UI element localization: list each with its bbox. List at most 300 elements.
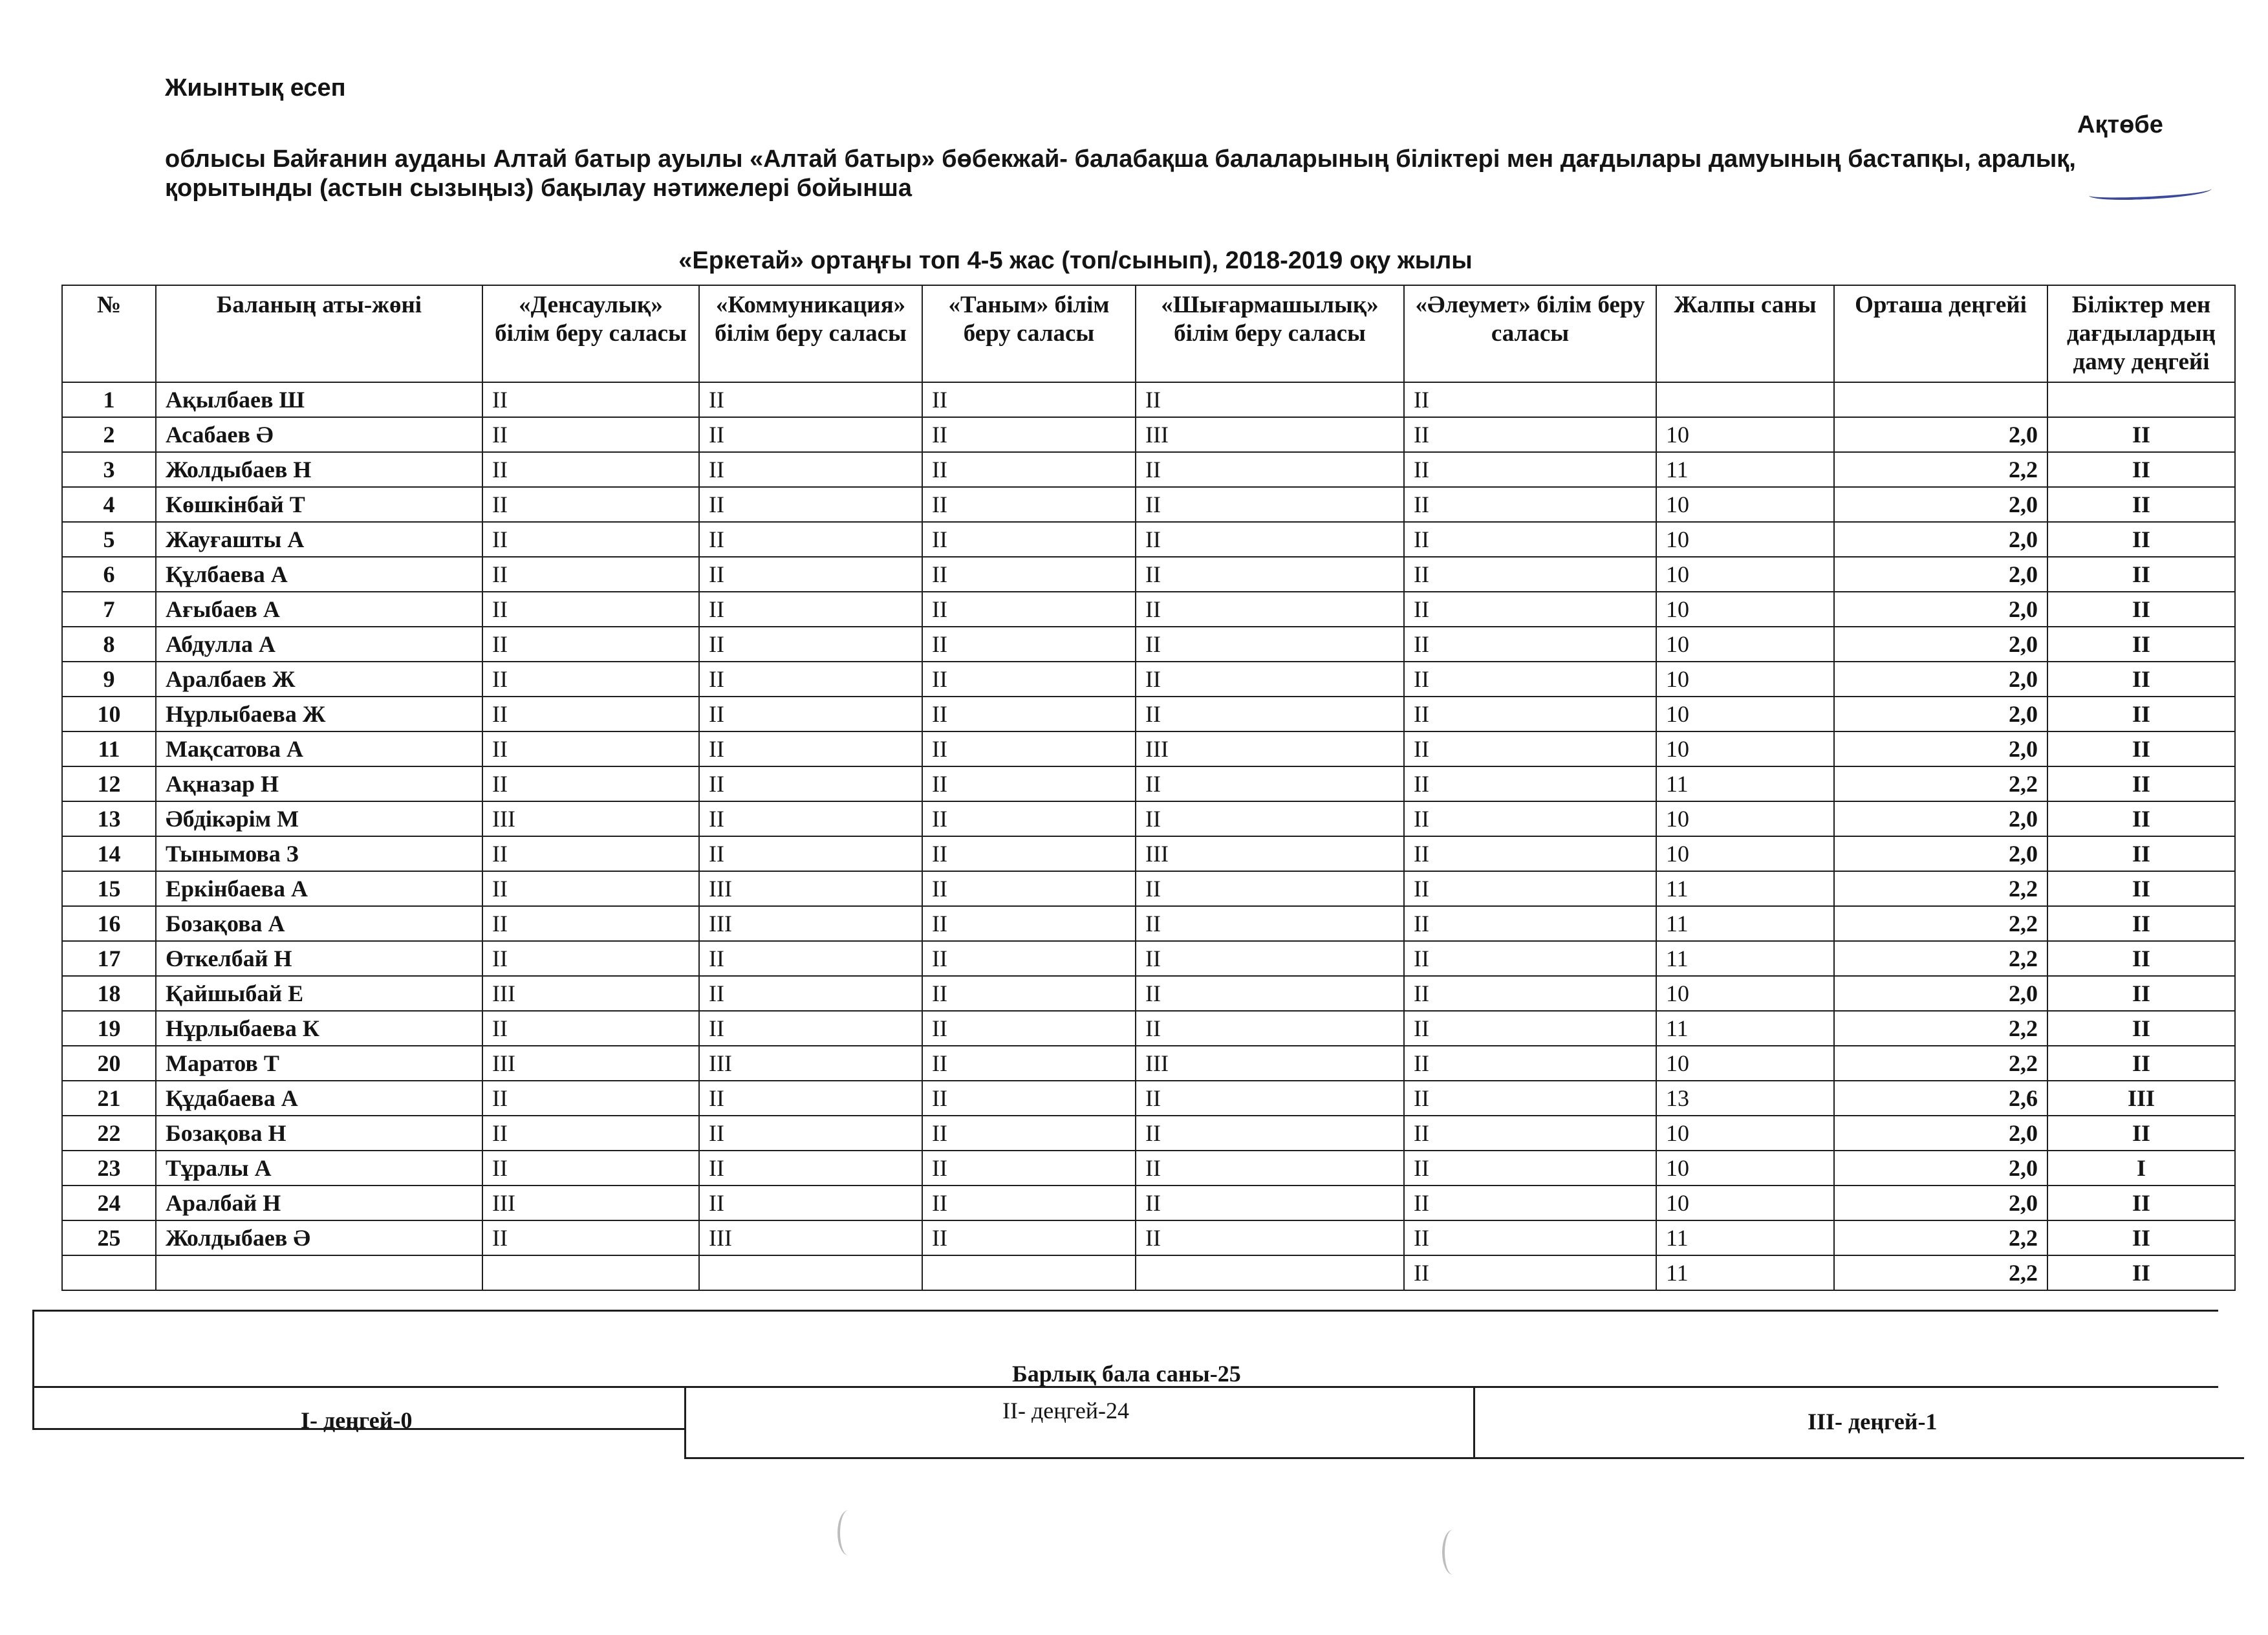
table-row	[62, 522, 2235, 557]
cell-average: 2,0	[1834, 522, 2047, 557]
cell-health: III	[482, 976, 699, 1011]
cell-num: 14	[62, 836, 156, 871]
cell-total: 10	[1656, 976, 1834, 1011]
cell-child-name: Нұрлыбаева К	[156, 1011, 482, 1046]
cell-skills-level: II	[2047, 417, 2235, 452]
table-row	[62, 592, 2235, 627]
cell-num: 23	[62, 1151, 156, 1186]
cell-skills-level: II	[2047, 941, 2235, 976]
cell-social: II	[1404, 906, 1656, 941]
cell-skills-level: II	[2047, 662, 2235, 697]
cell-skills-level: II	[2047, 1186, 2235, 1220]
cell-communication: III	[699, 1046, 922, 1081]
cell-health: II	[482, 592, 699, 627]
cell-communication: II	[699, 522, 922, 557]
cell-social: II	[1404, 1011, 1656, 1046]
cell-total: 10	[1656, 1116, 1834, 1151]
cell-communication: III	[699, 906, 922, 941]
cell-cognition: II	[922, 906, 1136, 941]
cell-average: 2,0	[1834, 731, 2047, 766]
cell-social: II	[1404, 452, 1656, 487]
summary-divider	[32, 1386, 2218, 1388]
table-row	[62, 941, 2235, 976]
cell-cognition: II	[922, 766, 1136, 801]
cell-skills-level: II	[2047, 731, 2235, 766]
cell-skills-level: II	[2047, 871, 2235, 906]
cell-creativity: II	[1136, 906, 1404, 941]
punch-hole-mark	[837, 1510, 859, 1555]
cell-social: II	[1404, 487, 1656, 522]
cell-creativity: II	[1136, 522, 1404, 557]
cell-skills-level: II	[2047, 487, 2235, 522]
cell-average: 2,0	[1834, 976, 2047, 1011]
table-row	[62, 906, 2235, 941]
cell-creativity: II	[1136, 452, 1404, 487]
cell-average: 2,0	[1834, 836, 2047, 871]
cell-total: 11	[1656, 906, 1834, 941]
cell-child-name: Нұрлыбаева Ж	[156, 697, 482, 731]
cell-skills-level: II	[2047, 592, 2235, 627]
cell-social: II	[1404, 871, 1656, 906]
summary-bottom-border	[32, 1428, 684, 1430]
cell-skills-level: II	[2047, 1011, 2235, 1046]
cell-average: 2,0	[1834, 1151, 2047, 1186]
cell-cognition: II	[922, 941, 1136, 976]
report-subheading: облысы Байғанин ауданы Алтай батыр ауылы «Алтай батыр» бөбекжай- балабақша балаларының біліктері мен дағдылары дамуының бастапқы, аралық,	[165, 146, 2076, 173]
cell-cognition: II	[922, 1116, 1136, 1151]
cell-health: II	[482, 1011, 699, 1046]
cell-num: 1	[62, 382, 156, 417]
cell-skills-level: II	[2047, 697, 2235, 731]
cell-num: 7	[62, 592, 156, 627]
header-communication: «Коммуникация» білім беру саласы	[699, 285, 922, 382]
cell-total: 11	[1656, 766, 1834, 801]
region-name: Ақтөбе	[2077, 111, 2163, 138]
cell-child-name: Абдулла А	[156, 627, 482, 662]
table-row	[62, 1046, 2235, 1081]
total-children: Барлық бала саны-25	[1012, 1361, 1241, 1387]
cell-skills-level: II	[2047, 1220, 2235, 1255]
cell-total: 10	[1656, 627, 1834, 662]
header-skills-level: Біліктер мен дағдылардың даму деңгейі	[2047, 285, 2235, 382]
cell-cognition: II	[922, 522, 1136, 557]
header-cognition: «Таным» білім беру саласы	[922, 285, 1136, 382]
cell-communication: II	[699, 557, 922, 592]
cell-communication: III	[699, 871, 922, 906]
cell-child-name: Маратов Т	[156, 1046, 482, 1081]
cell-health: II	[482, 487, 699, 522]
cell-health: II	[482, 697, 699, 731]
level1-count: I- деңгей-0	[301, 1407, 413, 1433]
cell-cognition: II	[922, 487, 1136, 522]
cell-total: 10	[1656, 557, 1834, 592]
cell-child-name: Құлбаева А	[156, 557, 482, 592]
cell-total: 11	[1656, 941, 1834, 976]
cell-num: 3	[62, 452, 156, 487]
cell-num: 20	[62, 1046, 156, 1081]
cell-social: II	[1404, 1046, 1656, 1081]
cell-communication: II	[699, 836, 922, 871]
cell-social: II	[1404, 1220, 1656, 1255]
cell-total: 10	[1656, 417, 1834, 452]
summary-vdivider-1	[684, 1386, 686, 1457]
cell-total: 10	[1656, 522, 1834, 557]
cell-child-name: Жауғашты А	[156, 522, 482, 557]
header-num: №	[62, 285, 156, 382]
cell-child-name: Ақылбаев Ш	[156, 382, 482, 417]
cell-child-name: Мақсатова А	[156, 731, 482, 766]
cell-cognition: II	[922, 731, 1136, 766]
cell-creativity: II	[1136, 1116, 1404, 1151]
table-row	[62, 662, 2235, 697]
cell-health: II	[482, 766, 699, 801]
table-header-row	[62, 285, 2235, 382]
cell-health: III	[482, 801, 699, 836]
table-row	[62, 871, 2235, 906]
cell-cognition: II	[922, 662, 1136, 697]
cell-child-name: Асабаев Ә	[156, 417, 482, 452]
cell-total: 10	[1656, 836, 1834, 871]
cell-total: 11	[1656, 452, 1834, 487]
cell-health	[482, 1255, 699, 1290]
cell-cognition: II	[922, 452, 1136, 487]
cell-creativity	[1136, 1255, 1404, 1290]
header-name: Баланың аты-жөні	[156, 285, 482, 382]
cell-creativity: II	[1136, 1081, 1404, 1116]
cell-child-name: Еркінбаева А	[156, 871, 482, 906]
cell-average: 2,0	[1834, 1116, 2047, 1151]
cell-cognition: II	[922, 382, 1136, 417]
cell-cognition: II	[922, 557, 1136, 592]
cell-average: 2,2	[1834, 941, 2047, 976]
cell-social: II	[1404, 627, 1656, 662]
cell-communication: II	[699, 487, 922, 522]
cell-average: 2,0	[1834, 697, 2047, 731]
cell-cognition: II	[922, 1011, 1136, 1046]
cell-communication: II	[699, 1151, 922, 1186]
cell-communication: II	[699, 976, 922, 1011]
cell-num: 16	[62, 906, 156, 941]
cell-cognition: II	[922, 871, 1136, 906]
cell-num: 15	[62, 871, 156, 906]
cell-child-name: Бозақова Н	[156, 1116, 482, 1151]
cell-num: 12	[62, 766, 156, 801]
cell-child-name: Жолдыбаев Ә	[156, 1220, 482, 1255]
cell-total: 10	[1656, 1186, 1834, 1220]
cell-creativity: II	[1136, 487, 1404, 522]
summary-top-border	[32, 1310, 2218, 1312]
cell-cognition: II	[922, 836, 1136, 871]
cell-cognition: II	[922, 1046, 1136, 1081]
cell-num: 11	[62, 731, 156, 766]
cell-child-name: Әбдікәрім М	[156, 801, 482, 836]
cell-average: 2,6	[1834, 1081, 2047, 1116]
cell-total: 10	[1656, 487, 1834, 522]
cell-skills-level: II	[2047, 522, 2235, 557]
cell-communication: II	[699, 627, 922, 662]
cell-health: II	[482, 417, 699, 452]
cell-average: 2,0	[1834, 801, 2047, 836]
cell-total: 10	[1656, 731, 1834, 766]
cell-num	[62, 1255, 156, 1290]
cell-health: II	[482, 627, 699, 662]
summary-vdivider-2	[1473, 1386, 1475, 1457]
header-social: «Әлеумет» білім беру саласы	[1404, 285, 1656, 382]
cell-average: 2,0	[1834, 1186, 2047, 1220]
cell-num: 22	[62, 1116, 156, 1151]
cell-skills-level: II	[2047, 766, 2235, 801]
cell-skills-level	[2047, 382, 2235, 417]
cell-social: II	[1404, 557, 1656, 592]
table-title: «Еркетай» ортаңғы топ 4-5 жас (топ/сынып), 2018-2019 оқу жылы	[678, 247, 1473, 274]
cell-health: II	[482, 1116, 699, 1151]
cell-communication: III	[699, 1220, 922, 1255]
cell-num: 9	[62, 662, 156, 697]
cell-social: II	[1404, 941, 1656, 976]
cell-social: II	[1404, 766, 1656, 801]
cell-creativity: III	[1136, 1046, 1404, 1081]
cell-creativity: II	[1136, 627, 1404, 662]
cell-creativity: II	[1136, 1011, 1404, 1046]
table-row	[62, 1220, 2235, 1255]
cell-social: II	[1404, 382, 1656, 417]
cell-total: 10	[1656, 1151, 1834, 1186]
cell-skills-level: I	[2047, 1151, 2235, 1186]
report-subheading-cont: қорытынды (астын сызыңыз) бақылау нәтижелері бойынша	[165, 175, 912, 202]
cell-creativity: II	[1136, 1186, 1404, 1220]
cell-creativity: II	[1136, 871, 1404, 906]
cell-average: 2,2	[1834, 766, 2047, 801]
cell-health: II	[482, 1151, 699, 1186]
cell-skills-level: II	[2047, 1255, 2235, 1290]
cell-communication: II	[699, 941, 922, 976]
cell-total: 10	[1656, 697, 1834, 731]
cell-skills-level: II	[2047, 452, 2235, 487]
cell-communication: II	[699, 697, 922, 731]
cell-child-name: Құдабаева А	[156, 1081, 482, 1116]
table-row	[62, 1081, 2235, 1116]
cell-skills-level: II	[2047, 906, 2235, 941]
cell-skills-level: II	[2047, 836, 2235, 871]
cell-social: II	[1404, 662, 1656, 697]
table-row	[62, 801, 2235, 836]
cell-communication	[699, 1255, 922, 1290]
cell-creativity: II	[1136, 766, 1404, 801]
cell-health: II	[482, 382, 699, 417]
cell-num: 6	[62, 557, 156, 592]
cell-average: 2,0	[1834, 592, 2047, 627]
cell-health: II	[482, 906, 699, 941]
cell-health: II	[482, 731, 699, 766]
cell-num: 8	[62, 627, 156, 662]
cell-creativity: II	[1136, 592, 1404, 627]
cell-cognition: II	[922, 417, 1136, 452]
cell-social: II	[1404, 1116, 1656, 1151]
cell-child-name: Бозақова А	[156, 906, 482, 941]
cell-average: 2,2	[1834, 1011, 2047, 1046]
cell-total: 10	[1656, 1046, 1834, 1081]
cell-social: II	[1404, 976, 1656, 1011]
cell-total: 10	[1656, 662, 1834, 697]
cell-cognition: II	[922, 592, 1136, 627]
cell-creativity: II	[1136, 697, 1404, 731]
cell-skills-level: II	[2047, 1046, 2235, 1081]
cell-communication: II	[699, 731, 922, 766]
cell-child-name: Ағыбаев А	[156, 592, 482, 627]
cell-communication: II	[699, 1081, 922, 1116]
cell-average	[1834, 382, 2047, 417]
cell-num: 13	[62, 801, 156, 836]
cell-average: 2,2	[1834, 906, 2047, 941]
cell-num: 4	[62, 487, 156, 522]
handwritten-underline	[2089, 183, 2212, 202]
cell-child-name: Тынымова З	[156, 836, 482, 871]
table-row	[62, 1011, 2235, 1046]
cell-social: II	[1404, 592, 1656, 627]
cell-cognition	[922, 1255, 1136, 1290]
cell-child-name: Көшкінбай Т	[156, 487, 482, 522]
cell-skills-level: II	[2047, 976, 2235, 1011]
cell-child-name: Қайшыбай Е	[156, 976, 482, 1011]
header-total: Жалпы саны	[1656, 285, 1834, 382]
cell-child-name: Тұралы А	[156, 1151, 482, 1186]
report-heading: Жиынтық есеп	[165, 74, 346, 102]
cell-skills-level: II	[2047, 627, 2235, 662]
table-row	[62, 766, 2235, 801]
cell-health: II	[482, 557, 699, 592]
cell-communication: II	[699, 801, 922, 836]
table-row	[62, 1255, 2235, 1290]
table-row	[62, 452, 2235, 487]
cell-cognition: II	[922, 1186, 1136, 1220]
cell-creativity: II	[1136, 557, 1404, 592]
cell-num: 18	[62, 976, 156, 1011]
cell-communication: II	[699, 417, 922, 452]
cell-average: 2,0	[1834, 662, 2047, 697]
header-average: Орташа деңгейі	[1834, 285, 2047, 382]
cell-creativity: III	[1136, 417, 1404, 452]
cell-social: II	[1404, 1151, 1656, 1186]
table-row	[62, 1151, 2235, 1186]
results-table	[61, 285, 2236, 1291]
table-row	[62, 697, 2235, 731]
cell-num: 25	[62, 1220, 156, 1255]
table-row	[62, 731, 2235, 766]
cell-social: II	[1404, 1186, 1656, 1220]
table-row	[62, 557, 2235, 592]
summary-left-border	[32, 1310, 34, 1429]
cell-creativity: II	[1136, 941, 1404, 976]
cell-skills-level: III	[2047, 1081, 2235, 1116]
cell-num: 19	[62, 1011, 156, 1046]
cell-child-name: Жолдыбаев Н	[156, 452, 482, 487]
cell-communication: II	[699, 662, 922, 697]
cell-num: 24	[62, 1186, 156, 1220]
cell-health: II	[482, 941, 699, 976]
cell-social: II	[1404, 836, 1656, 871]
cell-cognition: II	[922, 976, 1136, 1011]
header-creativity: «Шығармашылық» білім беру саласы	[1136, 285, 1404, 382]
cell-communication: II	[699, 766, 922, 801]
cell-creativity: III	[1136, 836, 1404, 871]
cell-average: 2,0	[1834, 487, 2047, 522]
table-row	[62, 417, 2235, 452]
cell-creativity: II	[1136, 662, 1404, 697]
cell-creativity: II	[1136, 1151, 1404, 1186]
cell-average: 2,2	[1834, 1046, 2047, 1081]
cell-average: 2,0	[1834, 627, 2047, 662]
cell-average: 2,2	[1834, 871, 2047, 906]
cell-num: 5	[62, 522, 156, 557]
cell-health: II	[482, 871, 699, 906]
cell-social: II	[1404, 1081, 1656, 1116]
cell-cognition: II	[922, 627, 1136, 662]
cell-average: 2,0	[1834, 417, 2047, 452]
cell-num: 21	[62, 1081, 156, 1116]
table-row	[62, 382, 2235, 417]
cell-creativity: II	[1136, 1220, 1404, 1255]
cell-social: II	[1404, 731, 1656, 766]
cell-average: 2,2	[1834, 452, 2047, 487]
cell-health: III	[482, 1186, 699, 1220]
cell-communication: II	[699, 452, 922, 487]
level2-count: II- деңгей-24	[1002, 1398, 1130, 1424]
cell-average: 2,2	[1834, 1255, 2047, 1290]
cell-health: II	[482, 662, 699, 697]
cell-total	[1656, 382, 1834, 417]
cell-communication: II	[699, 1186, 922, 1220]
cell-child-name: Өткелбай Н	[156, 941, 482, 976]
cell-total: 11	[1656, 1220, 1834, 1255]
cell-child-name: Аралбаев Ж	[156, 662, 482, 697]
cell-child-name: Аралбай Н	[156, 1186, 482, 1220]
cell-total: 10	[1656, 592, 1834, 627]
cell-creativity: II	[1136, 976, 1404, 1011]
cell-social: II	[1404, 417, 1656, 452]
table-row	[62, 1186, 2235, 1220]
cell-health: III	[482, 1046, 699, 1081]
cell-total: 13	[1656, 1081, 1834, 1116]
cell-social: II	[1404, 697, 1656, 731]
cell-creativity: II	[1136, 382, 1404, 417]
header-health: «Денсаулық» білім беру саласы	[482, 285, 699, 382]
cell-average: 2,0	[1834, 557, 2047, 592]
cell-skills-level: II	[2047, 1116, 2235, 1151]
punch-hole-mark	[1442, 1530, 1464, 1575]
table-row	[62, 836, 2235, 871]
cell-cognition: II	[922, 801, 1136, 836]
cell-cognition: II	[922, 697, 1136, 731]
cell-social: II	[1404, 522, 1656, 557]
cell-skills-level: II	[2047, 557, 2235, 592]
cell-total: 11	[1656, 1255, 1834, 1290]
level3-count: III- деңгей-1	[1808, 1409, 1938, 1435]
cell-communication: II	[699, 1116, 922, 1151]
summary-bottom-border-right	[684, 1457, 2244, 1459]
cell-total: 10	[1656, 801, 1834, 836]
cell-communication: II	[699, 382, 922, 417]
cell-num: 2	[62, 417, 156, 452]
cell-cognition: II	[922, 1151, 1136, 1186]
table-row	[62, 487, 2235, 522]
cell-total: 11	[1656, 1011, 1834, 1046]
cell-communication: II	[699, 592, 922, 627]
cell-child-name: Ақназар Н	[156, 766, 482, 801]
summary-section	[32, 1310, 2205, 1439]
cell-health: II	[482, 1081, 699, 1116]
cell-health: II	[482, 522, 699, 557]
cell-skills-level: II	[2047, 801, 2235, 836]
